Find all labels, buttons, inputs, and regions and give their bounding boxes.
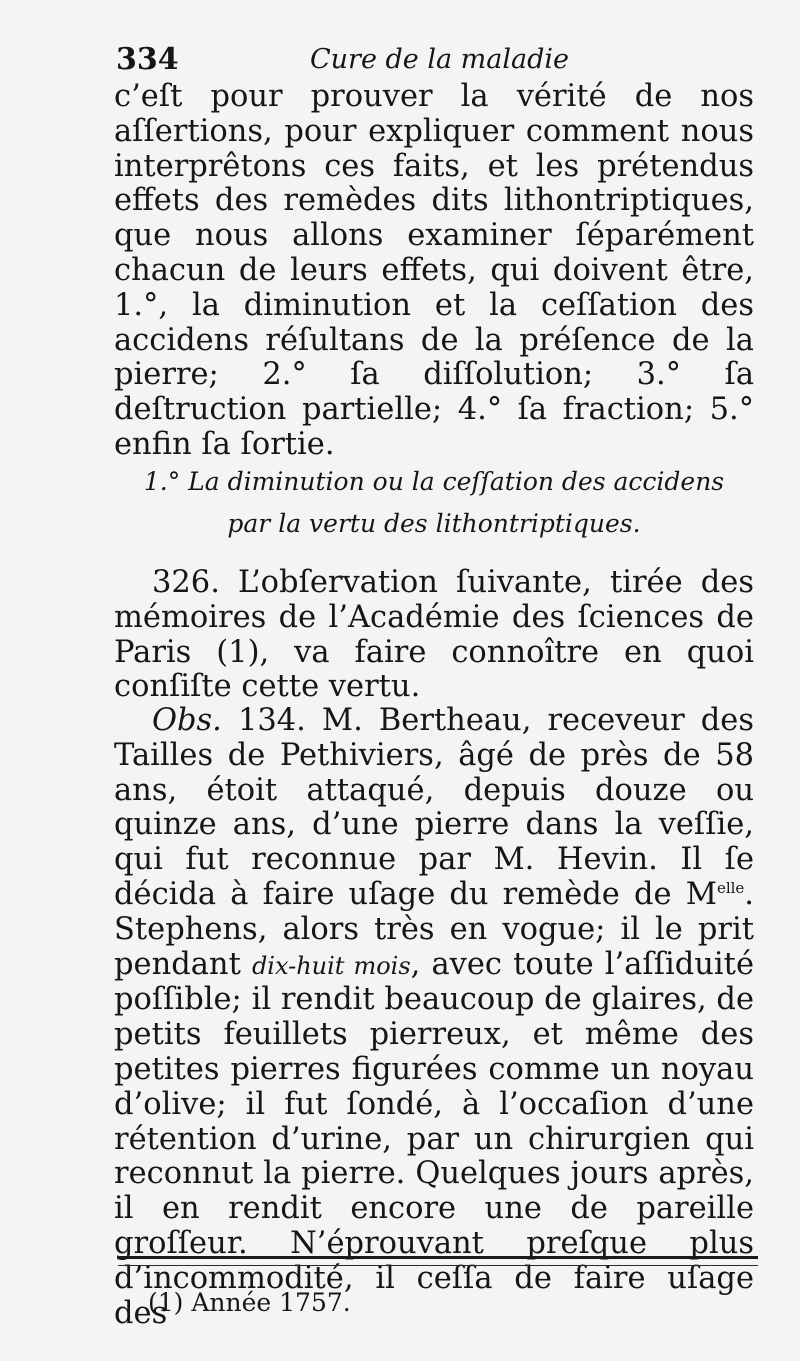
footnote: (1) Année 1757. [148, 1288, 351, 1317]
superscript-elle: elle [716, 878, 745, 897]
footnote-rule-thin [118, 1265, 758, 1266]
paragraph-observation-134 [114, 704, 754, 1331]
observation-text-2: . Stephens, alors très en vogue; il le prit pendant [114, 876, 754, 982]
observation-text-3: , avec toute l’aſſiduité poſſible; il rendit beaucoup de glaires, de petits feuillets pierreux, et même des petites pierres figurées comme un noyau d’olive; il fut ſondé, à l’occaſion d’une rétention d’urine, par un chirurgien qui reconnut la pierre. Quelques jours après, il en rendit encore une de pareille groſſeur. N’éprouvant preſque plus d’incommodité, il ceſſa de faire uſage des [114, 946, 754, 1331]
section-heading [114, 461, 754, 545]
section-heading-line-1: 1.° La diminution ou la ceſſation des accidens [143, 467, 725, 496]
footnote-rule-thick [118, 1256, 758, 1259]
section-heading-line-2: par la vertu des lithontriptiques. [227, 509, 641, 538]
observation-text-1: 134. M. Bertheau, receveur des Tailles de Pethiviers, âgé de près de 58 ans, étoit attaqué, depuis douze ou quinze ans, d’une pierre dans la veſſie, qui fut reconnue par M. Hevin. Il ſe décida à faire uſage du remède de M [114, 703, 754, 912]
page-number: 334 [116, 42, 179, 77]
observation-italic-duration: dix-huit mois [251, 951, 411, 980]
running-title: Cure de la maladie [310, 44, 570, 75]
paragraph-326: 326. L’obſervation ſuivante, tirée des mémoires de l’Académie des ſciences de Paris (1), va faire connoître en quoi conſiſte cette vertu. [114, 565, 754, 705]
paragraph-intro: c’eſt pour prouver la vérité de nos aſſertions, pour expliquer comment nous interprêtons ces faits, et les prétendus effets des remèdes dits lithontriptiques, que nous allons examiner ſéparément chacun de leurs effets, qui doivent être, 1.°, la diminution et la ceſſation des accidens réſultans de la préſence de la pierre; 2.° ſa diſſolution; 3.° ſa deſtruction partielle; 4.° ſa fraction; 5.° enfin ſa ſortie. [114, 79, 754, 462]
observation-label: Obs. [152, 703, 222, 738]
